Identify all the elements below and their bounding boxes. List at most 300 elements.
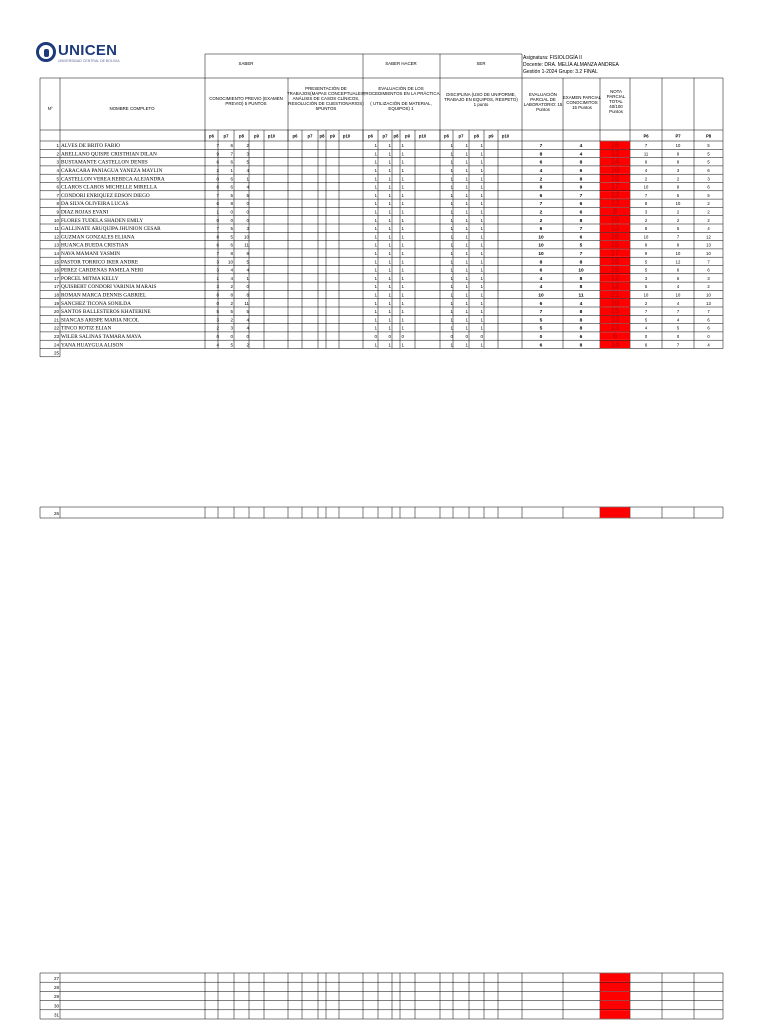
nota-value: 14 xyxy=(610,339,620,349)
p-label: p10 xyxy=(267,133,276,139)
extra-col-value: 4 xyxy=(676,317,680,323)
disciplina-header: TRABAJO EN EQUIPOS, RESPETO) xyxy=(444,97,518,102)
conocimiento-value: 4 xyxy=(246,267,249,273)
student-name: TINCO ROTIZ ELIAN xyxy=(61,325,112,332)
evaluacion-procedimientos-header: PROCEDIMIENTOS EN LA PRÁCTICA xyxy=(362,91,440,96)
procedimiento-value: 1 xyxy=(401,325,404,331)
row-number: 9 xyxy=(56,209,59,215)
procedimiento-value: 1 xyxy=(388,143,391,149)
nota-value: 10 xyxy=(610,165,620,175)
procedimiento-value: 1 xyxy=(388,151,391,157)
row-number: 18 xyxy=(53,292,59,298)
extra-col-value: 6 xyxy=(707,267,710,273)
p-label: p8 xyxy=(239,133,244,139)
conocimiento-value: 2 xyxy=(230,300,233,306)
conocimiento-value: 3 xyxy=(216,267,219,273)
procedimiento-value: 1 xyxy=(388,309,391,315)
conocimiento-value: 2 xyxy=(230,317,233,323)
nota-value: 10 xyxy=(610,173,620,183)
procedimiento-value: 1 xyxy=(374,267,377,273)
conocimiento-value: 3 xyxy=(216,259,219,265)
conocimiento-value: 7 xyxy=(216,143,219,149)
conocimiento-value: 0 xyxy=(230,334,233,339)
procedimiento-value: 1 xyxy=(374,226,377,232)
p-label: p8 xyxy=(474,133,479,139)
eval-lab-value: 6 xyxy=(539,227,543,233)
conocimiento-value: 5 xyxy=(246,309,249,315)
conocimiento-value: 0 xyxy=(246,201,249,207)
course-teacher: Docente: DRA. MELÍA ALMANZA ANDREA xyxy=(523,62,619,68)
disciplina-value: 1 xyxy=(465,151,468,157)
row-number: 13 xyxy=(53,242,59,248)
extra-col-value: 5 xyxy=(644,284,648,290)
examen-parcial-value: 8 xyxy=(579,160,583,166)
procedimiento-value: 1 xyxy=(388,259,391,265)
disciplina-value: 1 xyxy=(465,201,468,207)
disciplina-value: 1 xyxy=(480,275,483,281)
conocimiento-value: 2 xyxy=(230,284,233,290)
conocimiento-value: 5 xyxy=(230,342,233,348)
procedimiento-value: 1 xyxy=(374,342,377,348)
examen-parcial-value: 6 xyxy=(579,202,583,208)
row-number: 12 xyxy=(53,234,59,240)
examen-parcial-header: 15 Puntos xyxy=(572,105,592,110)
eval-lab-value: 7 xyxy=(539,202,543,208)
procedimiento-value: 1 xyxy=(374,168,377,173)
p-label: p10 xyxy=(501,133,510,139)
nota-header: NOTA xyxy=(610,89,622,94)
procedimiento-value: 1 xyxy=(401,201,404,207)
extra-col-value: 10 xyxy=(643,184,649,190)
number-header: Nº xyxy=(47,106,53,111)
procedimiento-value: 1 xyxy=(388,192,391,198)
conocimiento-value: 0 xyxy=(216,300,219,306)
examen-parcial-value: 8 xyxy=(579,276,583,282)
extra-col-value: 6 xyxy=(707,325,710,331)
examen-parcial-value: 8 xyxy=(579,177,583,183)
procedimiento-value: 1 xyxy=(401,226,404,232)
conocimiento-value: 8 xyxy=(216,184,219,190)
procedimiento-value: 1 xyxy=(388,325,391,331)
disciplina-value: 1 xyxy=(465,159,468,165)
procedimiento-value: 1 xyxy=(401,292,404,298)
eval-lab-value: 6 xyxy=(539,268,543,274)
procedimiento-value: 1 xyxy=(401,251,404,256)
presentacion-header: TRABAJOS(MAPAS CONCEPTUALES, xyxy=(287,91,365,96)
conocimiento-value: 0 xyxy=(216,334,219,339)
procedimiento-value: 1 xyxy=(401,209,404,215)
extra-col-value: 6 xyxy=(676,267,680,273)
disciplina-header: DISCIPLINA (USO DE UNIFORME, xyxy=(446,92,516,97)
eval-lab-value: 5 xyxy=(539,326,543,332)
procedimiento-value: 1 xyxy=(388,267,391,273)
examen-parcial-value: 8 xyxy=(579,343,583,349)
conocimiento-value: 5 xyxy=(246,192,249,198)
conocimiento-value: 4 xyxy=(216,342,219,348)
eval-lab-value: 5 xyxy=(539,318,543,324)
disciplina-value: 1 xyxy=(480,292,483,298)
procedimiento-value: 1 xyxy=(401,242,404,248)
disciplina-value: 1 xyxy=(450,184,453,190)
disciplina-value: 1 xyxy=(480,192,483,198)
row-number: 4 xyxy=(56,168,59,173)
extra-col-value: 5 xyxy=(707,151,710,157)
procedimiento-value: 1 xyxy=(374,159,377,165)
student-name: SANCHEZ TICONA SONILDA xyxy=(61,300,131,307)
procedimiento-value: 1 xyxy=(374,275,377,281)
conocimiento-value: 1 xyxy=(216,275,219,281)
nota-header: TOTAL xyxy=(609,99,623,104)
disciplina-value: 1 xyxy=(480,234,483,240)
extra-col-value: 7 xyxy=(707,309,710,315)
conocimiento-value: 0 xyxy=(230,209,233,215)
p-label: p8 xyxy=(393,133,399,139)
disciplina-value: 1 xyxy=(480,325,483,331)
extra-col-value: 8 xyxy=(676,159,680,165)
disciplina-value: 1 xyxy=(480,284,483,290)
row-number: 16 xyxy=(53,267,59,273)
procedimiento-value: 1 xyxy=(374,284,377,290)
row-number: 15 xyxy=(53,259,59,265)
examen-parcial-value: 4 xyxy=(579,144,583,150)
disciplina-value: 1 xyxy=(480,151,483,157)
student-name: FLORES TUDELA SHADEN EMILY xyxy=(61,217,144,224)
ser-header: SER xyxy=(476,61,486,66)
procedimiento-value: 1 xyxy=(401,300,404,306)
saber-header: SABER xyxy=(238,61,254,66)
procedimiento-value: 1 xyxy=(388,300,391,306)
disciplina-value: 1 xyxy=(450,309,453,315)
extra-col-value: 7 xyxy=(676,342,680,348)
eval-lab-value: 4 xyxy=(539,276,543,282)
eval-lab-value: 6 xyxy=(539,301,543,307)
nota-value: 13 xyxy=(610,190,620,200)
row-number: 17 xyxy=(53,284,59,290)
disciplina-value: 1 xyxy=(465,251,468,256)
extra-col-value: 0 xyxy=(644,334,648,339)
row-number: 2 xyxy=(56,151,59,157)
examen-parcial-value: 4 xyxy=(579,152,583,158)
disciplina-value: 1 xyxy=(465,192,468,198)
extra-col-value: 8 xyxy=(644,226,648,232)
disciplina-value: 1 xyxy=(450,342,453,348)
row-number: 6 xyxy=(56,184,59,190)
extra-col-value: 5 xyxy=(676,325,680,331)
conocimiento-value: 0 xyxy=(246,217,249,223)
procedimiento-value: 1 xyxy=(374,201,377,207)
procedimiento-value: 1 xyxy=(374,192,377,198)
presentacion-header: 5PUNTOS xyxy=(315,106,337,111)
conocimiento-value: 6 xyxy=(230,159,233,165)
disciplina-value: 1 xyxy=(465,234,468,240)
disciplina-value: 1 xyxy=(465,309,468,315)
examen-parcial-value: 8 xyxy=(579,285,583,291)
conocimiento-value: 3 xyxy=(230,325,233,331)
eval-lab-value: 10 xyxy=(538,243,544,249)
p-label: p6 xyxy=(209,133,214,139)
nota-value: 17 xyxy=(610,182,620,192)
nota-cell-fill xyxy=(600,1001,630,1010)
presentacion-header: ANÁLISIS DE CASOS CLÍNICOS, xyxy=(292,96,360,101)
examen-parcial-value: 6 xyxy=(579,235,583,241)
examen-parcial-value: 8 xyxy=(579,218,583,224)
row-number: 25 xyxy=(53,350,59,356)
extra-col-value: 5 xyxy=(644,259,648,265)
procedimiento-value: 1 xyxy=(401,342,404,348)
examen-parcial-value: 8 xyxy=(579,326,583,332)
row-number: 3 xyxy=(56,159,59,165)
conocimiento-value: 4 xyxy=(246,168,249,173)
nota-value: 12 xyxy=(610,281,620,291)
disciplina-value: 1 xyxy=(465,259,468,265)
conocimiento-value: 7 xyxy=(216,226,219,232)
eval-lab-value: 6 xyxy=(539,160,543,166)
student-name: DA SILVA OLIVEIRA LUCAS xyxy=(61,201,129,208)
disciplina-value: 1 xyxy=(450,143,453,149)
student-name: NAVA MAMANI YASMIN xyxy=(61,251,121,257)
procedimiento-value: 1 xyxy=(388,292,391,298)
procedimiento-value: 1 xyxy=(374,176,377,182)
row-number: 5 xyxy=(56,176,59,182)
conocimiento-value: 7 xyxy=(216,251,219,256)
nota-cell-fill xyxy=(600,992,630,1001)
row-number: 29 xyxy=(53,994,59,1000)
nota-header: 40/100 xyxy=(609,104,623,109)
conocimiento-header: CONOCIMIENTO PREVIO (EXAMEN xyxy=(209,96,283,101)
eval-lab-header: PARCIAL DE xyxy=(530,97,556,102)
row-number: 11 xyxy=(54,226,59,232)
procedimiento-value: 1 xyxy=(388,209,391,215)
procedimiento-value: 1 xyxy=(401,309,404,315)
conocimiento-value: 5 xyxy=(230,226,233,232)
student-name: ARELLANO QUISPE CRISTHIAN DILAN xyxy=(61,151,157,158)
row-number: 8 xyxy=(56,201,59,207)
extra-col-value: 9 xyxy=(644,251,648,256)
student-name: HUANCA BUEDA CRISTIAN xyxy=(61,242,129,249)
conocimiento-value: 5 xyxy=(216,309,219,315)
conocimiento-value: 0 xyxy=(216,176,219,182)
procedimiento-value: 1 xyxy=(401,168,404,173)
extra-col-value: 2 xyxy=(707,284,710,290)
examen-parcial-header: CONOCIMITOS xyxy=(566,100,598,105)
conocimiento-value: 4 xyxy=(230,267,233,273)
conocimiento-value: 0 xyxy=(230,217,233,223)
extra-col-value: 10 xyxy=(643,292,649,298)
nota-value: 16 xyxy=(610,231,620,241)
procedimiento-value: 1 xyxy=(388,317,391,323)
disciplina-value: 1 xyxy=(480,309,483,315)
examen-parcial-value: 7 xyxy=(579,252,583,257)
student-name: YANA HUAYGUA ALISON xyxy=(61,342,124,349)
student-name: QUISBERT CONDORI VARINIA MARAIS xyxy=(61,284,157,291)
procedimiento-value: 1 xyxy=(401,267,404,273)
extra-col-value: 6 xyxy=(707,184,710,190)
extra-col-value: 10 xyxy=(675,292,681,298)
row-number: 10 xyxy=(53,217,59,223)
procedimiento-value: 0 xyxy=(388,334,391,339)
disciplina-value: 1 xyxy=(450,325,453,331)
disciplina-value: 1 xyxy=(465,292,468,298)
student-name: CONDORI ENRIQUEZ EDSON DIEGO xyxy=(61,192,150,199)
extra-col-value: 8 xyxy=(676,242,680,248)
conocimiento-value: 2 xyxy=(246,143,249,149)
disciplina-value: 1 xyxy=(465,325,468,331)
conocimiento-value: 8 xyxy=(230,201,233,207)
conocimiento-value: 6 xyxy=(216,159,219,165)
extra-col-value: 2 xyxy=(676,217,680,223)
student-name: GALLINATE ARUQUIPA JHUNION CESAR xyxy=(61,226,161,233)
extra-col-value: 12 xyxy=(706,234,711,240)
extra-col-value: 2 xyxy=(676,209,680,215)
conocimiento-value: 5 xyxy=(230,192,233,198)
conocimiento-value: 1 xyxy=(246,275,249,281)
disciplina-value: 1 xyxy=(450,209,453,215)
extra-col-value: 4 xyxy=(644,325,648,331)
disciplina-value: 1 xyxy=(480,342,483,348)
eval-lab-value: 10 xyxy=(538,293,544,299)
disciplina-value: 1 xyxy=(465,226,468,232)
nota-value: 10 xyxy=(610,215,620,225)
extra-col-value: 9 xyxy=(676,151,680,157)
eval-lab-value: 8 xyxy=(539,152,543,158)
student-name: WILER SALINAS TAMARA MAYA xyxy=(61,334,142,340)
conocimiento-value: 11 xyxy=(244,300,249,306)
extra-col-value: 3 xyxy=(707,275,710,281)
extra-col-value: 2 xyxy=(707,201,710,207)
nota-value: 16 xyxy=(610,140,620,150)
examen-parcial-value: 4 xyxy=(579,301,583,307)
nota-value: 15 xyxy=(610,306,620,316)
row-number: 1 xyxy=(56,143,59,149)
nota-value: 13 xyxy=(610,323,620,333)
evaluacion-procedimientos-header: EQUIPOS) 1 xyxy=(388,106,414,111)
saber-hacer-header: SABER HACER xyxy=(385,61,417,66)
procedimiento-value: 1 xyxy=(401,317,404,323)
course-subject: Asignatura: FISIOLOGÍA II xyxy=(523,55,582,61)
presentacion-header: PRESENTACIÓN DE xyxy=(305,86,347,91)
procedimiento-value: 1 xyxy=(374,259,377,265)
examen-parcial-value: 8 xyxy=(579,318,583,324)
name-header: NOMBRE COMPLETO xyxy=(109,106,155,111)
procedimiento-value: 1 xyxy=(374,209,377,215)
procedimiento-value: 1 xyxy=(401,234,404,240)
extra-col-value: 6 xyxy=(707,168,710,173)
extra-col-value: 13 xyxy=(706,300,711,306)
conocimiento-value: 6 xyxy=(216,201,219,207)
disciplina-value: 1 xyxy=(450,267,453,273)
eval-lab-value: 2 xyxy=(539,177,543,183)
conocimiento-value: 3 xyxy=(246,226,249,232)
examen-parcial-value: 8 xyxy=(579,310,583,316)
student-name: ROMAN MARCA DENNIS GABRIEL xyxy=(61,292,147,299)
disciplina-value: 1 xyxy=(480,251,483,256)
disciplina-value: 1 xyxy=(465,284,468,290)
conocimiento-value: 8 xyxy=(246,251,249,256)
row-number: 26 xyxy=(53,511,59,516)
row-number: 27 xyxy=(53,975,59,981)
p-label: p6 xyxy=(368,133,373,139)
nota-value: 13 xyxy=(610,314,620,324)
conocimiento-value: 7 xyxy=(230,151,233,157)
conocimiento-value: 8 xyxy=(216,234,219,240)
p-label: p8 xyxy=(319,133,325,139)
procedimiento-value: 1 xyxy=(374,242,377,248)
conocimiento-value: 8 xyxy=(216,292,219,298)
disciplina-value: 1 xyxy=(450,234,453,240)
disciplina-value: 1 xyxy=(450,217,453,223)
conocimiento-value: 4 xyxy=(246,325,249,331)
nota-value: 10 xyxy=(610,298,620,308)
extra-col-value: 7 xyxy=(676,234,680,240)
extra-col-value: 10 xyxy=(675,251,681,256)
disciplina-value: 1 xyxy=(465,342,468,348)
extra-col-value: 7 xyxy=(676,309,680,315)
conocimiento-value: 2 xyxy=(246,342,249,348)
row-number: 19 xyxy=(53,300,59,306)
conocimiento-value: 5 xyxy=(246,159,249,165)
nota-value: 13 xyxy=(610,198,620,208)
procedimiento-value: 1 xyxy=(374,251,377,256)
nota-cell-fill xyxy=(600,507,630,517)
nota-value: 12 xyxy=(610,273,620,283)
student-name: GUZMAN GONZALES ELIANA xyxy=(61,234,135,241)
disciplina-value: 1 xyxy=(480,226,483,232)
row-number: 21 xyxy=(53,317,59,323)
disciplina-value: 1 xyxy=(480,217,483,223)
disciplina-value: 1 xyxy=(465,209,468,215)
evaluacion-procedimientos-header: EVALUACIÓN DE LOS xyxy=(378,86,424,91)
examen-parcial-value: 6 xyxy=(579,210,583,216)
procedimiento-value: 1 xyxy=(374,317,377,323)
row-number: 23 xyxy=(53,334,59,339)
p-label: p7 xyxy=(307,133,313,139)
eval-lab-value: 4 xyxy=(539,285,543,291)
disciplina-value: 1 xyxy=(465,168,468,173)
nota-cell-fill xyxy=(600,1010,630,1019)
extra-col-value: 4 xyxy=(676,284,680,290)
row-number: 28 xyxy=(53,985,59,990)
disciplina-value: 0 xyxy=(450,334,453,339)
disciplina-value: 1 xyxy=(480,259,483,265)
p-label: p10 xyxy=(418,133,427,139)
examen-parcial-value: 6 xyxy=(579,335,583,340)
disciplina-value: 1 xyxy=(450,159,453,165)
student-name: BUSTAMANTE CASTELLON DENIIS xyxy=(61,159,148,166)
procedimiento-value: 1 xyxy=(374,234,377,240)
procedimiento-value: 1 xyxy=(374,184,377,190)
examen-parcial-value: 8 xyxy=(579,260,583,266)
extra-col-value: 3 xyxy=(644,275,648,281)
eval-lab-header: Puntos xyxy=(536,107,550,112)
disciplina-value: 1 xyxy=(480,317,483,323)
extra-col-value: 4 xyxy=(707,226,710,232)
disciplina-value: 0 xyxy=(480,334,483,339)
nota-value: 21 xyxy=(610,290,620,299)
procedimiento-value: 1 xyxy=(401,284,404,290)
extra-col-label: P8 xyxy=(705,133,712,139)
conocimiento-value: 6 xyxy=(230,242,233,248)
student-name: DIAZ ROJAS EVANI xyxy=(61,209,109,216)
conocimiento-value: 10 xyxy=(243,234,249,240)
row-number: 14 xyxy=(53,251,59,256)
disciplina-value: 1 xyxy=(450,275,453,281)
p-label: p9 xyxy=(254,133,259,139)
nota-value: 14 xyxy=(610,157,620,167)
disciplina-value: 1 xyxy=(450,300,453,306)
student-name: PEREZ CARDENAS PAMELA NERI xyxy=(61,267,144,274)
extra-col-value: 6 xyxy=(676,275,680,281)
nota-value: 16 xyxy=(610,265,620,275)
